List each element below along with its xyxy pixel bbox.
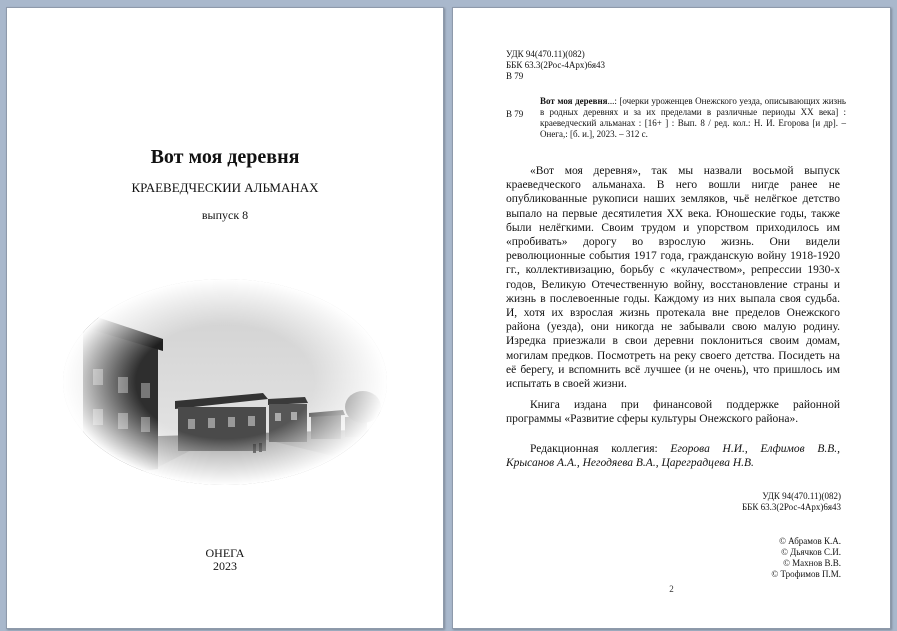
catalog-entry bbox=[540, 96, 846, 140]
book-title: Вот моя деревня bbox=[150, 146, 300, 168]
bbk-code-bottom: ББК 63.3(2Рос-4Арх)6я43 bbox=[742, 502, 841, 512]
copyright-list bbox=[771, 536, 841, 580]
village-photo bbox=[63, 279, 387, 485]
annotation-paragraph: «Вот моя деревня», так мы назвали восьмой выпуск краеведческого альманаха. В него вошли нигде ранее не опубликованные рукописи наших земляков, чьё нелёгкое детство выпало на первые десятилетия XX века. Юношеские годы, также были нелёгкими. Своим трудом и упорством приходилось им «пробивать» дорогу во взрослую жизнь. Они видели революционные события 1917 года, гражданскую войну 1918-1920 гг., коллективизацию, борьбу с «кулачеством», репрессии 1930-х годов, Великую Отечественную войну, восстановление страны и жизнь в послевоенные годы. Каждому из них выпала своя судьба. И, хотя их взрослая жизнь протекала вне пределов Онежского района (уезда), они никогда не забывали свою малую родину. Изредка приезжали в свои деревни поклониться своим домам, могилам предков. Посмотреть на реку своего детства. Посидеть на её берегу, и вспомнить всё лучшее (и не очень), что пришлось им испытать в своей жизни. bbox=[506, 165, 840, 391]
bottom-classification-codes bbox=[742, 491, 841, 513]
catalog-code: В 79 bbox=[506, 109, 524, 119]
copyright-line: © Трофимов П.М. bbox=[771, 569, 841, 579]
catalog-title: Вот моя деревня bbox=[540, 96, 608, 106]
issue-number: выпуск 8 bbox=[201, 208, 249, 222]
udk-code-bottom: УДК 94(470.11)(082) bbox=[762, 491, 841, 501]
page-number: 2 bbox=[669, 584, 674, 594]
title-page bbox=[6, 7, 444, 629]
copyright-line: © Абрамов К.А. bbox=[779, 536, 841, 546]
publication-year: 2023 bbox=[213, 559, 237, 573]
imprint-page bbox=[452, 7, 891, 629]
copyright-line: © Махнов В.В. bbox=[783, 558, 841, 568]
classification-codes bbox=[506, 49, 605, 82]
catalog-description: ...: [очерки уроженцев Онежского уезда, описывающих жизнь в родных деревнях и за их пределами в различные периоды XX века] : краеведческий альманах : [16+ ] : Вып. 8 / ред. кол.: Н. И. Егорова [и др]. – Онега,: [б. и.], 2023. – 312 с. bbox=[540, 96, 846, 139]
udk-code: УДК 94(470.11)(082) bbox=[506, 49, 585, 59]
editorial-board-names: Егорова Н.И., Елфимов В.В., Крысанов А.А., Негодяева В.А., Цареградцева Н.В. bbox=[506, 443, 840, 470]
publication-city: ОНЕГА bbox=[205, 546, 245, 560]
editorial-board-label: Редакционная коллегия: bbox=[530, 443, 658, 455]
book-subtitle: КРАЕВЕДЧЕСКИИ АЛЬМАНАХ bbox=[131, 180, 319, 195]
bbk-code: ББК 63.3(2Рос-4Арх)6я43 bbox=[506, 60, 605, 70]
editorial-board-paragraph bbox=[506, 442, 840, 470]
cutter-code: В 79 bbox=[506, 71, 524, 81]
copyright-line: © Дьячков С.И. bbox=[781, 547, 841, 557]
funding-paragraph: Книга издана при финансовой поддержке районной программы «Развитие сферы культуры Онежского района». bbox=[506, 399, 840, 426]
